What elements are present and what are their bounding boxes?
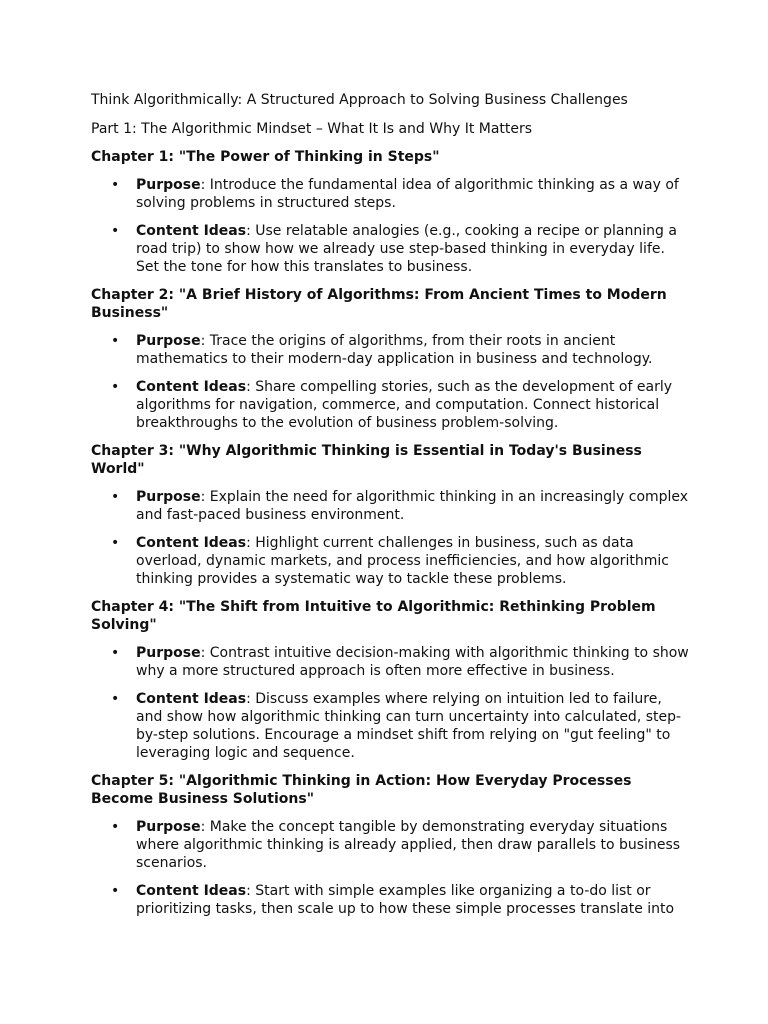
list-item: [91, 534, 691, 588]
chapter-points-list: [91, 818, 691, 918]
point-text: : Make the concept tangible by demonstrating everyday situations where algorithmic thinking is already applied, then draw parallels to business scenarios.: [136, 819, 681, 871]
point-label: Content Ideas: [136, 535, 247, 551]
list-item: [91, 690, 691, 762]
chapter-points-list: [91, 488, 691, 588]
bullet-icon: •: [111, 535, 120, 551]
bullet-icon: •: [111, 379, 120, 395]
chapter-points-list: [91, 644, 691, 762]
point-text: : Use relatable analogies (e.g., cooking a recipe or planning a road trip) to show how we already use step-based thinking in everyday life. Set the tone for how this translates to business.: [136, 223, 677, 275]
chapter-heading: Chapter 1: "The Power of Thinking in Steps": [91, 149, 440, 165]
point-label: Content Ideas: [136, 223, 247, 239]
list-item: [91, 332, 691, 368]
list-item: [91, 818, 691, 872]
point-text: : Highlight current challenges in business, such as data overload, dynamic markets, and process inefficiencies, and how algorithmic thinking provides a systematic way to tackle these problems.: [136, 535, 669, 587]
chapter-points-list: [91, 176, 691, 276]
point-label: Purpose: [136, 645, 201, 661]
list-item: [91, 176, 691, 212]
point-label: Purpose: [136, 489, 201, 505]
bullet-icon: •: [111, 691, 120, 707]
point-label: Purpose: [136, 819, 201, 835]
point-label: Purpose: [136, 177, 201, 193]
chapter-heading: Chapter 2: "A Brief History of Algorithms: From Ancient Times to Modern Business": [91, 287, 667, 321]
list-item: [91, 378, 691, 432]
bullet-icon: •: [111, 177, 120, 193]
bullet-icon: •: [111, 333, 120, 349]
point-text: : Introduce the fundamental idea of algorithmic thinking as a way of solving problems in structured steps.: [136, 177, 679, 211]
list-item: [91, 644, 691, 680]
point-text: : Share compelling stories, such as the development of early algorithms for navigation, commerce, and computation. Connect historical breakthroughs to the evolution of business problem-solving.: [136, 379, 672, 431]
part-heading: Part 1: The Algorithmic Mindset – What It Is and Why It Matters: [91, 121, 533, 137]
chapter-heading: Chapter 3: "Why Algorithmic Thinking is Essential in Today's Business World": [91, 443, 642, 477]
list-item: [91, 222, 691, 276]
chapter-heading: Chapter 4: "The Shift from Intuitive to Algorithmic: Rethinking Problem Solving": [91, 599, 656, 633]
chapter-points-list: [91, 332, 691, 432]
point-label: Content Ideas: [136, 379, 247, 395]
bullet-icon: •: [111, 645, 120, 661]
chapter-section: [91, 772, 691, 918]
point-label: Content Ideas: [136, 883, 247, 899]
document-page: [91, 91, 691, 918]
list-item: [91, 882, 691, 918]
point-text: : Contrast intuitive decision-making with algorithmic thinking to show why a more structured approach is often more effective in business.: [136, 645, 689, 679]
point-text: : Trace the origins of algorithms, from their roots in ancient mathematics to their modern-day application in business and technology.: [136, 333, 653, 367]
point-text: : Discuss examples where relying on intuition led to failure, and show how algorithmic thinking can turn uncertainty into calculated, step-by-step solutions. Encourage a mindset shift from relying on "gut feeling" to leveraging logic and sequence.: [136, 691, 682, 761]
point-text: : Start with simple examples like organizing a to-do list or prioritizing tasks, then scale up to how these simple processes translate into: [136, 883, 675, 917]
point-text: : Explain the need for algorithmic thinking in an increasingly complex and fast-paced business environment.: [136, 489, 689, 523]
point-label: Content Ideas: [136, 691, 247, 707]
document-title: Think Algorithmically: A Structured Approach to Solving Business Challenges: [91, 92, 628, 108]
bullet-icon: •: [111, 819, 120, 835]
chapter-heading: Chapter 5: "Algorithmic Thinking in Action: How Everyday Processes Become Business Solutions": [91, 773, 632, 807]
chapter-section: [91, 148, 691, 276]
bullet-icon: •: [111, 223, 120, 239]
point-label: Purpose: [136, 333, 201, 349]
list-item: [91, 488, 691, 524]
chapter-section: [91, 442, 691, 588]
bullet-icon: •: [111, 883, 120, 899]
bullet-icon: •: [111, 489, 120, 505]
chapter-section: [91, 286, 691, 432]
chapter-section: [91, 598, 691, 762]
